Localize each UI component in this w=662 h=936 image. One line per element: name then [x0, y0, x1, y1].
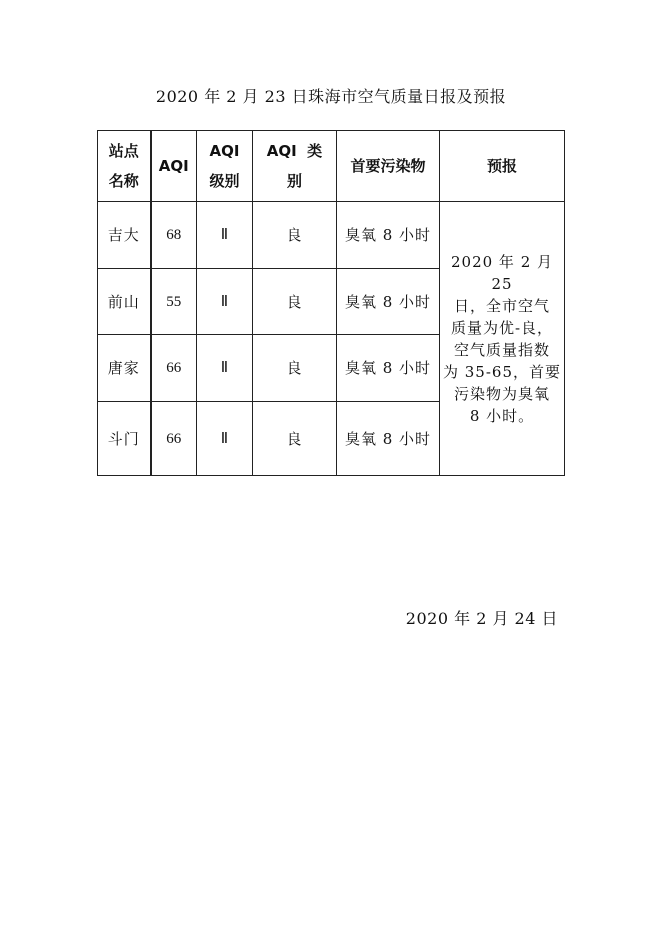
aqi-category: 良 — [253, 335, 337, 402]
header-aqi-category: AQI 类 别 — [253, 131, 337, 202]
forecast-text: 2020 年 2 月 25 日，全市空气 质量为优-良， 空气质量指数 为 35-65，首要 污染物为臭氧 8 小时。 — [440, 202, 565, 476]
aqi-value: 68 — [151, 202, 197, 269]
aqi-category: 良 — [253, 269, 337, 335]
primary-pollutant: 臭氧 8 小时 — [337, 202, 440, 269]
aqi-value: 55 — [151, 269, 197, 335]
header-primary-pollutant: 首要污染物 — [337, 131, 440, 202]
header-forecast: 预报 — [440, 131, 565, 202]
aqi-level: Ⅱ — [197, 269, 253, 335]
header-aqi: AQI — [151, 131, 197, 202]
aqi-value: 66 — [151, 335, 197, 402]
aqi-report-table — [97, 130, 565, 476]
aqi-level: Ⅱ — [197, 202, 253, 269]
aqi-level: Ⅱ — [197, 402, 253, 476]
table-row — [98, 202, 565, 269]
primary-pollutant: 臭氧 8 小时 — [337, 402, 440, 476]
primary-pollutant: 臭氧 8 小时 — [337, 335, 440, 402]
station-name: 唐家 — [98, 335, 151, 402]
primary-pollutant: 臭氧 8 小时 — [337, 269, 440, 335]
report-date: 2020 年 2 月 24 日 — [405, 609, 558, 628]
aqi-category: 良 — [253, 202, 337, 269]
header-aqi-level: AQI 级别 — [197, 131, 253, 202]
station-name: 吉大 — [98, 202, 151, 269]
aqi-level: Ⅱ — [197, 335, 253, 402]
aqi-category: 良 — [253, 402, 337, 476]
table-header-row — [98, 131, 565, 202]
station-name: 斗门 — [98, 402, 151, 476]
header-station-name: 站点 名称 — [98, 131, 151, 202]
page-title: 2020 年 2 月 23 日珠海市空气质量日报及预报 — [155, 87, 507, 106]
station-name: 前山 — [98, 269, 151, 335]
aqi-value: 66 — [151, 402, 197, 476]
